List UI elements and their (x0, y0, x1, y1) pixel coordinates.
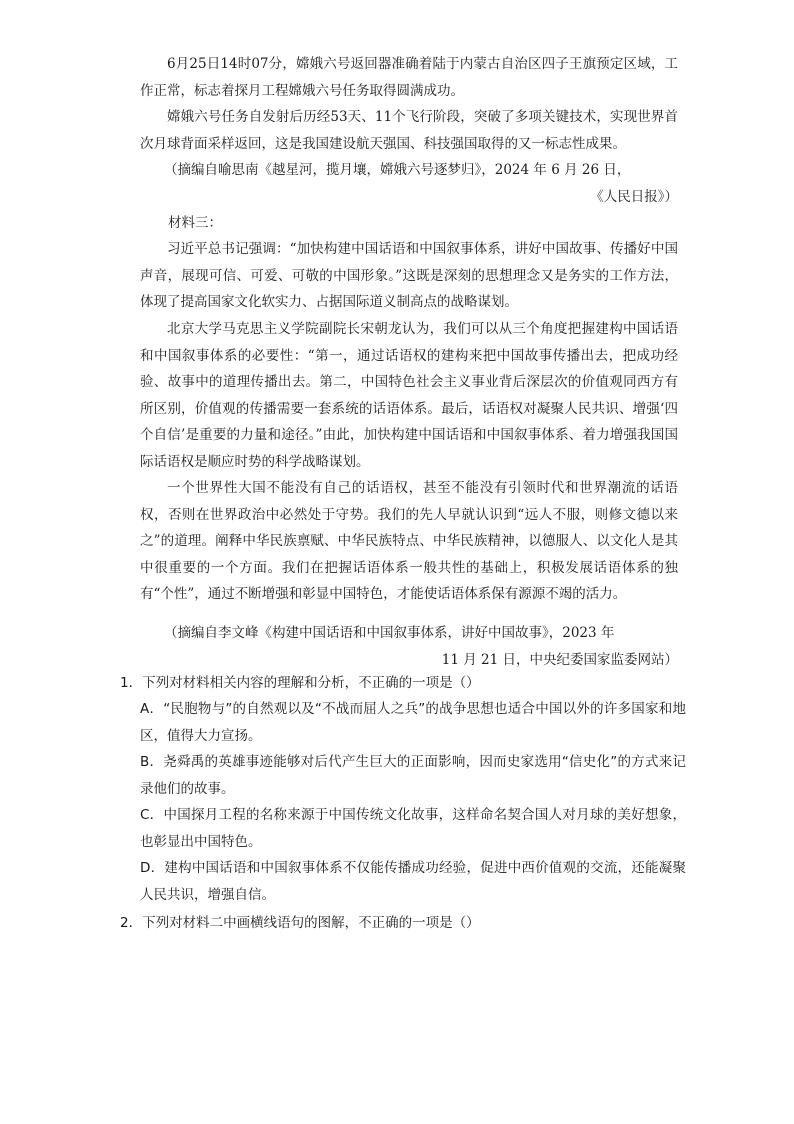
answer-option-d[interactable]: D．建构中国话语和中国叙事体系不仅能传播成功经验，促进中西价值观的交流，还能凝聚人民共识，增强自信。 (140, 860, 686, 903)
passage-paragraph: 6月25日14时07分，嫦娥六号返回器准确着陆于内蒙古自治区四子王旗预定区域，工作正常，标志着探月工程嫦娥六号任务取得圆满成功。 (140, 56, 678, 99)
material-paragraph: 习近平总书记强调：“加快构建中国话语和中国叙事体系，讲好中国故事、传播好中国声音，展现可信、可爱、可敬的中国形象。”这既是深刻的思想理念又是务实的工作方法，体现了提高国家文化软实力、占据国际道义制高点的战略谋划。 (140, 241, 678, 310)
answer-option-b[interactable]: B．尧舜禹的英雄事迹能够对后代产生巨大的正面影响，因而史家选用“信史化”的方式来记录他们的故事。 (140, 754, 686, 797)
source-citation (140, 157, 678, 210)
question-stem: 1．下列对材料相关内容的理解和分析，不正确的一项是（） (120, 675, 480, 691)
passage-paragraph: 嫦娥六号任务自发射后历经53天、11个飞行阶段，突破了多项关键技术，实现世界首次月球背面采样返回，这是我国建设航天强国、科技强国取得的又一标志性成果。 (140, 109, 678, 152)
source-citation-line: （摘编自李文峰《构建中国话语和中国叙事体系，讲好中国故事》，2023 年 (164, 625, 615, 641)
source-citation-line: 《人民日报》） (590, 188, 678, 205)
material-heading: 材料三： (168, 215, 222, 231)
answer-option-a[interactable]: A．“民胞物与”的自然观以及“不战而屈人之兵”的战争思想也适合中国以外的许多国家和地区，值得大力宣扬。 (140, 701, 686, 744)
material-paragraph: 北京大学马克思主义学院副院长宋朝龙认为，我们可以从三个角度把握建构中国话语和中国叙事体系的必要性：“第一，通过话语权的建构来把中国故事传播出去，把成功经验、故事中的道理传播出去。第二，中国特色社会主义事业背后深层次的价值观同西方有所区别，价值观的传播需要一套系统的话语体系。最后，话语权对凝聚人民共识、增强‘四个自信’是重要的力量和途径。”由此，加快构建中国话语和中国叙事体系、着力增强我国国际话语权是顺应时势的科学战略谋划。 (140, 321, 678, 470)
source-citation-line: （摘编自喻思南《越星河，揽月壤，嫦娥六号逐梦归》，2024 年 6 月 26 日， (164, 162, 631, 178)
answer-option-c[interactable]: C．中国探月工程的名称来源于中国传统文化故事，这样命名契合国人对月球的美好想象，也彰显出中国特色。 (140, 807, 686, 850)
source-citation-line: 11 月 21 日，中央纪委国家监委网站） (441, 651, 678, 668)
question-stem: 2．下列对材料二中画横线语句的图解，不正确的一项是（） (120, 915, 480, 931)
material-paragraph: 一个世界性大国不能没有自己的话语权，甚至不能没有引领时代和世界潮流的话语权，否则在世界政治中必然处于守势。我们的先人早就认识到“远人不服，则修文德以来之”的道理。阐释中华民族禀赋、中华民族特点、中华民族精神，以德服人、以文化人是其中很重要的一个方面。我们在把握话语体系一般共性的基础上，积极发展话语体系的独有“个性”，通过不断增强和彰显中国特色，才能使话语体系保有源源不竭的活力。 (140, 480, 678, 602)
source-citation (140, 620, 678, 673)
